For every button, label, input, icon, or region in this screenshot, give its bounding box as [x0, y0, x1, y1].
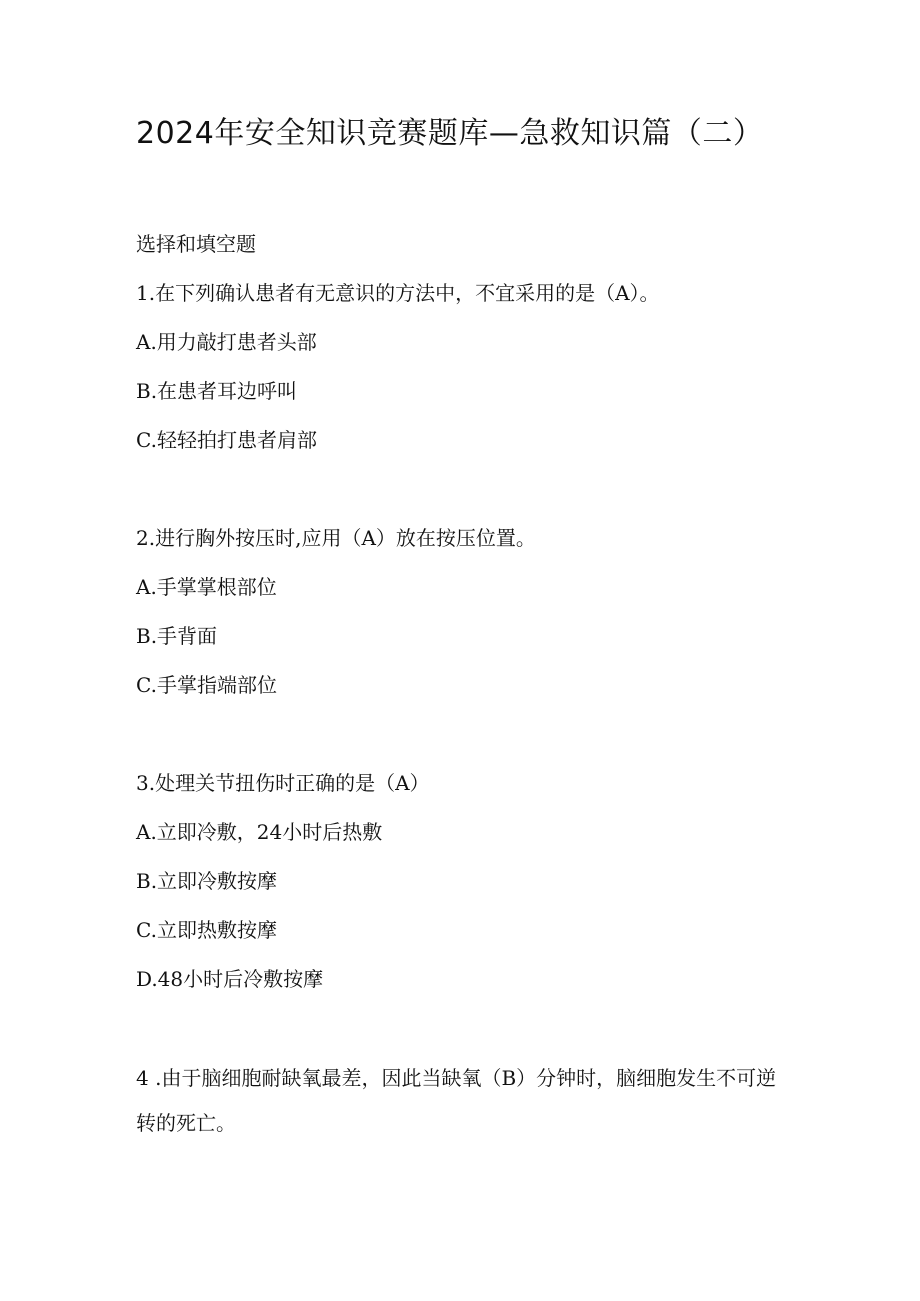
option-c: C.轻轻拍打患者肩部 — [136, 428, 317, 452]
option-a: A.立即冷敷，24小时后热敷 — [136, 820, 383, 844]
option-c: C.立即热敷按摩 — [136, 918, 277, 942]
question-text: 1.在下列确认患者有无意识的方法中，不宜采用的是（A）。 — [136, 281, 660, 305]
question-2 — [136, 522, 786, 718]
question-text: 4 .由于脑细胞耐缺氧最差，因此当缺氧（B）分钟时，脑细胞发生不可逆转的死亡。 — [136, 1066, 777, 1135]
question-3 — [136, 767, 786, 1012]
option-c: C.手掌指端部位 — [136, 673, 277, 697]
option-b: B.在患者耳边呼叫 — [136, 379, 298, 403]
question-text: 3.处理关节扭伤时正确的是（A） — [136, 771, 430, 795]
option-d: D.48小时后冷敷按摩 — [136, 967, 324, 991]
question-text: 2.进行胸外按压时,应用（A）放在按压位置。 — [136, 526, 536, 550]
option-a: A.手掌掌根部位 — [136, 575, 277, 599]
question-1 — [136, 277, 786, 473]
question-4 — [136, 1056, 786, 1146]
option-b: B.手背面 — [136, 624, 218, 648]
document-title: 2024年安全知识竞赛题库—急救知识篇（二） — [136, 116, 764, 151]
section-label: 选择和填空题 — [136, 232, 256, 256]
option-a: A.用力敲打患者头部 — [136, 330, 317, 354]
option-b: B.立即冷敷按摩 — [136, 869, 278, 893]
